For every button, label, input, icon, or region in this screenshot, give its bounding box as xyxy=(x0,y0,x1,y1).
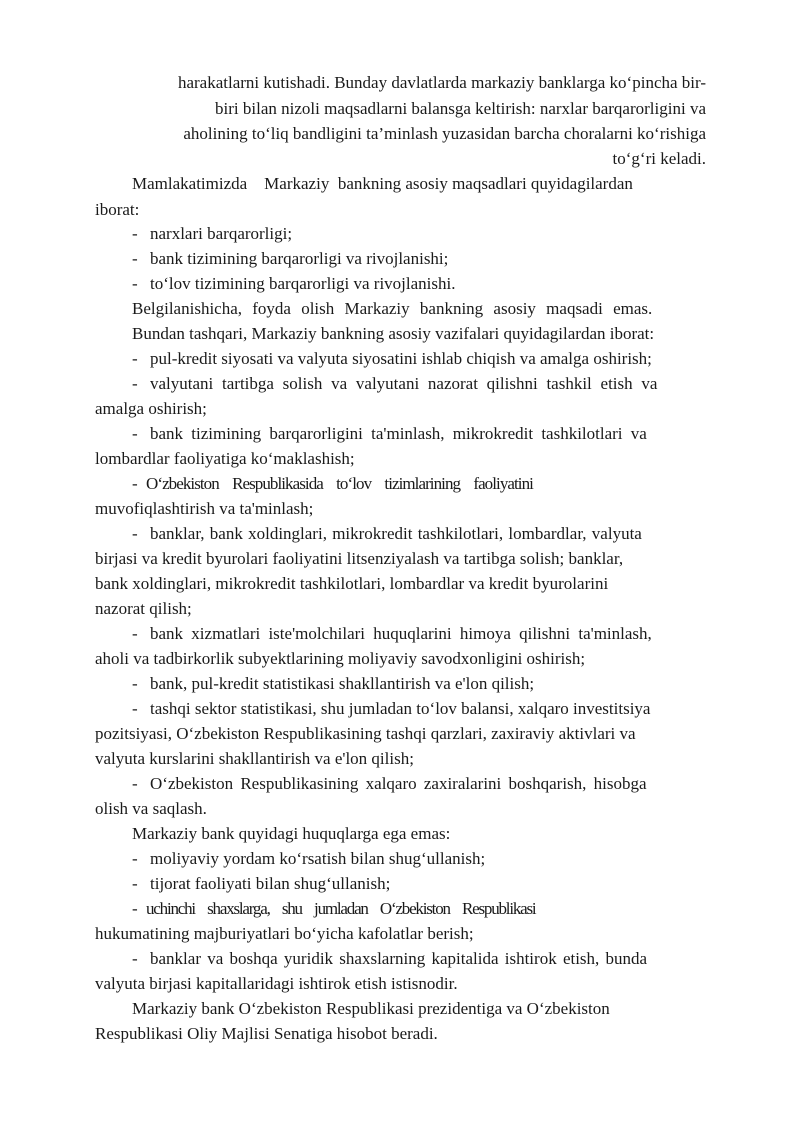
list-item xyxy=(132,897,535,921)
list-item-text: bank xizmatlari iste'molchilari huquqlarini himoya qilishni ta'minlash, xyxy=(150,624,652,643)
list-item-continuation: bank xoldinglari, mikrokredit tashkilotlari, lombardlar va kredit byurolarini xyxy=(95,574,609,593)
paragraph-text: Belgilanishicha, foyda olish Markaziy bankning asosiy maqsadi emas. xyxy=(132,299,653,318)
list-dash: - xyxy=(132,374,138,393)
list-item-text: banklar va boshqa yuridik shaxslarning kapitalida ishtirok etish, bunda xyxy=(150,949,648,968)
list-item-continuation: birjasi va kredit byurolari faoliyatini litsenziyalash va tartibga solish; banklar, xyxy=(95,549,624,568)
list-item xyxy=(132,697,650,721)
list-item-continuation: hukumatining majburiyatlari bo‘yicha kafolatlar berish; xyxy=(95,924,474,943)
paragraph-line xyxy=(132,297,706,321)
paragraph-line: harakatlarni kutishadi. Bunday davlatlarda markaziy banklarga ko‘pincha bir- xyxy=(177,73,706,92)
list-item xyxy=(132,872,390,896)
paragraph-line: Bundan tashqari, Markaziy bankning asosiy vazifalari quyidagilardan iborat: xyxy=(132,324,655,343)
list-item xyxy=(132,422,647,446)
list-item-text: to‘lov tizimining barqarorligi va rivojlanishi. xyxy=(150,274,456,293)
list-item-text: tijorat faoliyati bilan shug‘ullanish; xyxy=(150,874,391,893)
list-item-text: narxlari barqarorligi; xyxy=(150,224,293,243)
list-item xyxy=(132,622,652,646)
list-item-text: tashqi sektor statistikasi, shu jumladan to‘lov balansi, xalqaro investitsiya xyxy=(150,699,651,718)
paragraph-line: Markaziy bank quyidagi huquqlarga ega emas: xyxy=(132,824,451,843)
list-item xyxy=(132,247,448,271)
list-item xyxy=(132,522,642,546)
list-item-continuation: nazorat qilish; xyxy=(95,599,192,618)
list-dash: - xyxy=(132,774,138,793)
list-dash: - xyxy=(132,849,138,868)
list-item xyxy=(132,372,657,396)
list-dash: - xyxy=(132,899,137,918)
list-item xyxy=(132,672,534,696)
list-dash: - xyxy=(132,874,138,893)
list-item xyxy=(132,472,533,496)
paragraph-line: to‘g‘ri keladi. xyxy=(612,149,706,168)
list-item-continuation: muvofiqlashtirish va ta'minlash; xyxy=(95,499,314,518)
list-item xyxy=(132,347,652,371)
list-item xyxy=(132,772,647,796)
list-dash: - xyxy=(132,674,138,693)
paragraph-line: Mamlakatimizda Markaziy bankning asosiy maqsadlari quyidagilardan xyxy=(132,174,633,193)
list-item-text: valyutani tartibga solish va valyutani nazorat qilishni tashkil etish va xyxy=(150,374,658,393)
list-item-text: bank tizimining barqarorligi va rivojlanishi; xyxy=(150,249,449,268)
list-item-text: O‘zbekiston Respublikasida to‘lov tizimlarining faoliyatini xyxy=(146,474,533,493)
list-dash: - xyxy=(132,224,138,243)
list-item-continuation: aholi va tadbirkorlik subyektlarining moliyaviy savodxonligini oshirish; xyxy=(95,649,586,668)
list-dash: - xyxy=(132,699,138,718)
list-item xyxy=(132,947,647,971)
list-item-text: bank tizimining barqarorligini ta'minlash, mikrokredit tashkilotlari va xyxy=(150,424,647,443)
list-dash: - xyxy=(132,524,138,543)
list-dash: - xyxy=(132,474,137,493)
list-dash: - xyxy=(132,624,138,643)
list-item-continuation: valyuta kurslarini shakllantirish va e'lon qilish; xyxy=(95,749,414,768)
list-item-continuation: valyuta birjasi kapitallaridagi ishtirok etish istisnodir. xyxy=(95,974,458,993)
paragraph-line: iborat: xyxy=(95,200,140,219)
list-item-text: uchinchi shaxslarga, shu jumladan O‘zbekiston Respublikasi xyxy=(146,899,536,918)
list-item xyxy=(132,222,292,246)
paragraph-line: Respublikasi Oliy Majlisi Senatiga hisobot beradi. xyxy=(95,1024,438,1043)
list-item-continuation: lombardlar faoliyatiga ko‘maklashish; xyxy=(95,449,355,468)
list-item-text: moliyaviy yordam ko‘rsatish bilan shug‘ullanish; xyxy=(150,849,486,868)
list-item-text: banklar, bank xoldinglari, mikrokredit tashkilotlari, lombardlar, valyuta xyxy=(150,524,642,543)
list-item xyxy=(132,272,455,296)
list-item-continuation: pozitsiyasi, O‘zbekiston Respublikasining tashqi qarzlari, zaxiraviy aktivlari va xyxy=(95,724,636,743)
paragraph-line: biri bilan nizoli maqsadlarni balansga keltirish: narxlar barqarorligini va xyxy=(215,99,706,118)
list-dash: - xyxy=(132,274,138,293)
list-item xyxy=(132,847,485,871)
list-item-continuation: olish va saqlash. xyxy=(95,799,207,818)
paragraph-line: aholining to‘liq bandligini ta’minlash yuzasidan barcha choralarni ko‘rishiga xyxy=(183,124,706,143)
list-item-text: bank, pul-kredit statistikasi shakllantirish va e'lon qilish; xyxy=(150,674,535,693)
list-item-text: pul-kredit siyosati va valyuta siyosatini ishlab chiqish va amalga oshirish; xyxy=(150,349,652,368)
list-item-continuation: amalga oshirish; xyxy=(95,399,207,418)
list-dash: - xyxy=(132,949,138,968)
list-dash: - xyxy=(132,249,138,268)
list-dash: - xyxy=(132,424,138,443)
list-item-text: O‘zbekiston Respublikasining xalqaro zaxiralarini boshqarish, hisobga xyxy=(150,774,647,793)
list-dash: - xyxy=(132,349,138,368)
paragraph-line: Markaziy bank O‘zbekiston Respublikasi prezidentiga va O‘zbekiston xyxy=(132,999,610,1018)
